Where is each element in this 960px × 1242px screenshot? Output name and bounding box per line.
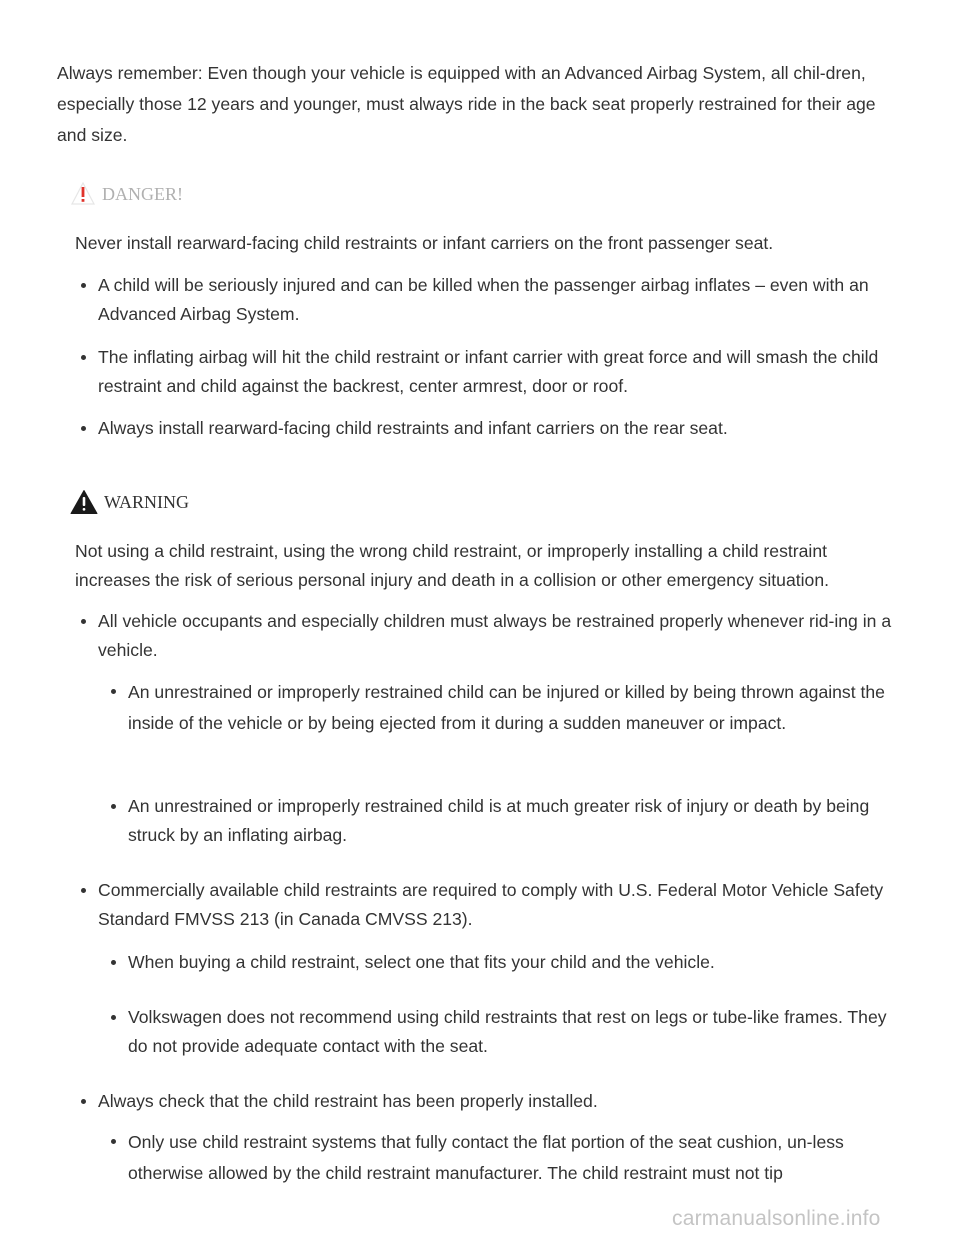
exclamation-icon xyxy=(70,181,96,207)
list-item-text: A child will be seriously injured and can be killed when the passenger airbag inflates – even with an Advanced Airbag System. xyxy=(98,275,869,324)
bullet xyxy=(81,283,86,288)
bullet xyxy=(81,426,86,431)
sub-list-item-text: When buying a child restraint, select one that fits your child and the vehicle. xyxy=(128,952,715,972)
list-item-text: Always check that the child restraint has been properly installed. xyxy=(98,1091,598,1111)
bullet xyxy=(81,619,86,624)
sub-list-item-text: An unrestrained or improperly restrained child can be injured or killed by being thrown against the inside of the vehicle or by being ejected from it during a sudden maneuver or impact. xyxy=(128,682,885,733)
warning-heading xyxy=(70,489,189,515)
list-item-text: The inflating airbag will hit the child restraint or infant carrier with great force and will smash the child restraint and child against the backrest, center armrest, door or roof. xyxy=(98,347,879,396)
bullet xyxy=(111,1015,116,1020)
danger-heading xyxy=(70,181,183,207)
bullet xyxy=(111,960,116,965)
bullet xyxy=(81,355,86,360)
warning-label: WARNING xyxy=(104,492,189,512)
watermark: carmanualsonline.info xyxy=(672,1207,881,1230)
sub-list-item-text: An unrestrained or improperly restrained child is at much greater risk of injury or death by being struck by an inflating airbag. xyxy=(128,796,870,845)
sub-list-item-text: Volkswagen does not recommend using child restraints that rest on legs or tube-like frames. They do not provide adequate contact with the seat. xyxy=(128,1007,887,1056)
list-item-text: All vehicle occupants and especially children must always be restrained properly whenever rid-ing in a vehicle. xyxy=(98,611,892,660)
list-item xyxy=(98,271,898,329)
danger-label: DANGER! xyxy=(102,184,183,204)
sub-list-item xyxy=(128,1127,888,1189)
danger-paragraph: Never install rearward-facing child restraints or infant carriers on the front passenger seat. xyxy=(75,233,774,253)
list-item xyxy=(98,343,898,401)
list-item xyxy=(98,607,898,665)
bullet xyxy=(111,689,116,694)
bullet xyxy=(81,1099,86,1104)
list-item-text: Commercially available child restraints are required to comply with U.S. Federal Motor Vehicle Safety Standard FMVSS 213 (in Canada CMVSS 213). xyxy=(98,880,884,929)
intro-paragraph: Always remember: Even though your vehicle is equipped with an Advanced Airbag System, all chil-dren, especially those 12 years and younger, must always ride in the back seat properly restrained for their age and size. xyxy=(57,63,876,145)
warning-triangle-icon xyxy=(70,489,98,515)
bullet xyxy=(111,804,116,809)
bullet xyxy=(111,1139,116,1144)
list-item xyxy=(98,1087,898,1116)
bullet xyxy=(81,888,86,893)
list-item xyxy=(98,876,898,934)
sub-list-item-text: Only use child restraint systems that fully contact the flat portion of the seat cushion, un-less otherwise allowed by the child restraint manufacturer. The child restraint must not tip xyxy=(128,1132,844,1183)
sub-list-item xyxy=(128,792,888,850)
sub-list-item xyxy=(128,677,888,739)
sub-list-item xyxy=(128,948,888,977)
list-item xyxy=(98,414,898,443)
warning-paragraph: Not using a child restraint, using the wrong child restraint, or improperly installing a child restraint increases the risk of serious personal injury and death in a collision or other emergency situation. xyxy=(75,541,829,590)
list-item-text: Always install rearward-facing child restraints and infant carriers on the rear seat. xyxy=(98,418,728,438)
sub-list-item xyxy=(128,1003,888,1061)
